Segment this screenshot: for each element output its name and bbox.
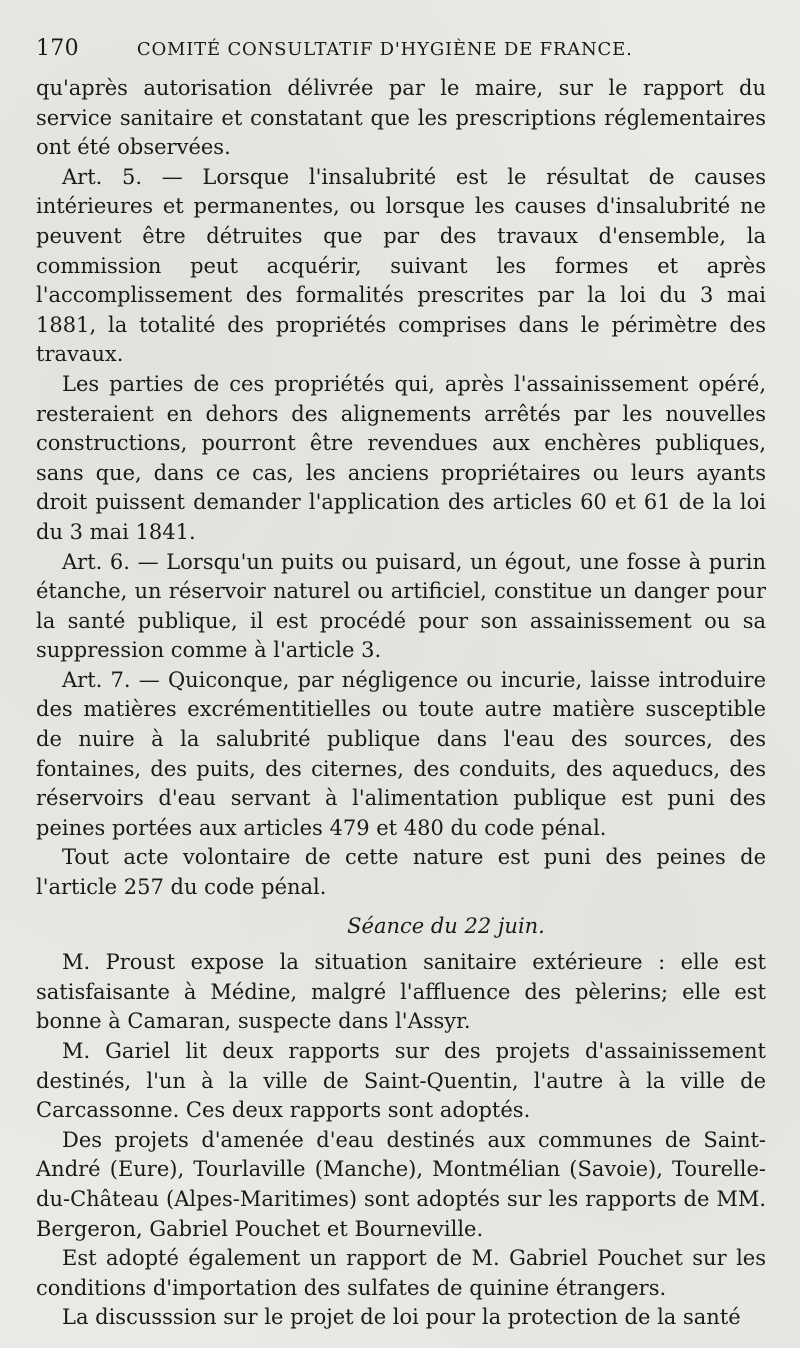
paragraph-article-7: Art. 7. — Quiconque, par négligence ou incurie, laisse introduire des matières excrémentitielles ou toute autre matière susceptible de nuire à la salubrité publique dans l'eau des sources, des fontaines, des puits, des citernes, des conduits, des aqueducs, des réservoirs d'eau servant à l'alimentation publique est puni des peines portées aux articles 479 et 480 du code pénal. <box>36 667 766 840</box>
paragraph-article-7-voluntary: Tout acte volontaire de cette nature est puni des peines de l'article 257 du code pénal. <box>36 845 766 900</box>
page-number: 170 <box>36 36 79 61</box>
paragraph-article-5: Art. 5. — Lorsque l'insalubrité est le résultat de causes intérieures et permanentes, ou lorsque les causes d'insalubrité ne peuvent être détruites que par des travaux d'ensemble, la commission peut acquérir, suivant les formes et après l'accomplissement des formalités prescrites par la loi du 3 mai 1881, la totalité des propriétés comprises dans le périmètre des travaux. <box>36 164 766 367</box>
paragraph-gariel: M. Gariel lit deux rapports sur des projets d'assainissement destinés, l'un à la ville de Saint-Quentin, l'autre à la ville de Carcassonne. Ces deux rapports sont adoptés. <box>36 1039 766 1123</box>
running-header <box>36 36 766 74</box>
paragraph-proust: M. Proust expose la situation sanitaire extérieure : elle est satisfaisante à Médine, malgré l'affluence des pèlerins; elle est bonne à Camaran, suspecte dans l'Assyr. <box>36 950 766 1034</box>
paragraph-water-projects: Des projets d'amenée d'eau destinés aux communes de Saint-André (Eure), Tourlaville (Manche), Montmélian (Savoie), Tourelle-du-Château (Alpes-Maritimes) sont adoptés sur les rapports de MM. Bergeron, Gabriel Pouchet et Bourneville. <box>36 1127 766 1241</box>
session-heading: Séance du 22 juin. <box>347 913 545 938</box>
running-title: COMITÉ CONSULTATIF D'HYGIÈNE DE FRANCE. <box>136 39 633 60</box>
paragraph-continuation: qu'après autorisation délivrée par le maire, sur le rapport du service sanitaire et constatant que les prescriptions réglementaires ont été observées. <box>36 76 766 160</box>
paragraph-article-6: Art. 6. — Lorsqu'un puits ou puisard, un égout, une fosse à purin étanche, un réservoir naturel ou artificiel, constitue un danger pour la santé publique, il est procédé pour son assainissement ou sa suppression comme à l'article 3. <box>36 549 766 663</box>
paragraph-quinine-report: Est adopté également un rapport de M. Gabriel Pouchet sur les conditions d'importation des sulfates de quinine étrangers. <box>36 1246 766 1300</box>
body-text <box>36 74 766 1333</box>
paragraph-discussion: La discusssion sur le projet de loi pour la protection de la santé <box>62 1305 741 1330</box>
paragraph-article-5-parts: Les parties de ces propriétés qui, après l'assainissement opéré, resteraient en dehors des alignements arrêtés par les nouvelles constructions, pourront être revendues aux enchères publiques, sans que, dans ce cas, les anciens propriétaires ou leurs ayants droit puissent demander l'application des articles 60 et 61 de la loi du 3 mai 1841. <box>36 371 766 544</box>
